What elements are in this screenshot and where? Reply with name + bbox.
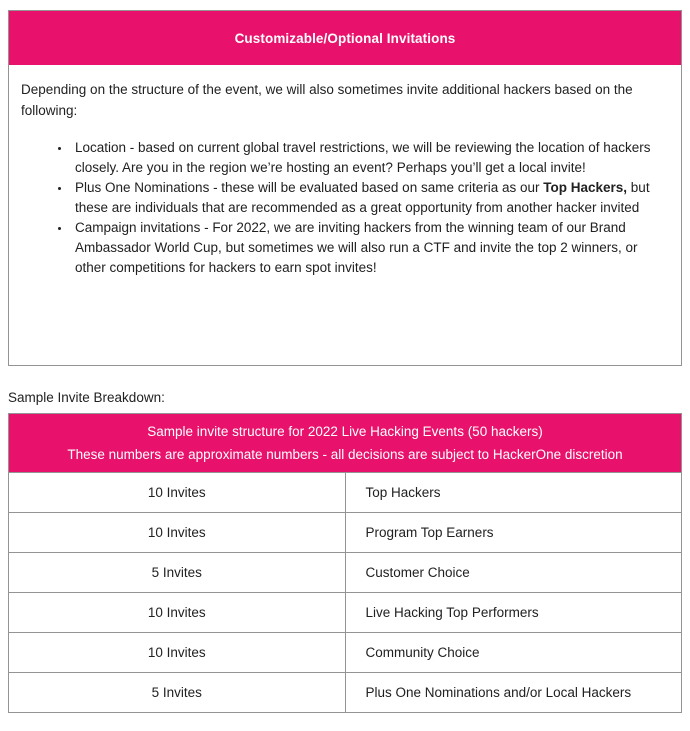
invite-count-cell: 10 Invites bbox=[9, 513, 346, 553]
bullet-text: Location - based on current global travel restrictions, we will be reviewing the location of hackers closely. Are you in the region we’re hosting an event? Perhaps you’ll get a local invite! bbox=[75, 140, 651, 175]
table-header-row bbox=[9, 414, 682, 473]
invite-category-cell: Community Choice bbox=[345, 633, 682, 673]
table-row bbox=[9, 633, 682, 673]
invite-count-cell: 5 Invites bbox=[9, 553, 346, 593]
bullet-text: Plus One Nominations - these will be evaluated based on same criteria as our bbox=[75, 180, 544, 195]
table-header-line-1: Sample invite structure for 2022 Live Hacking Events (50 hackers) bbox=[147, 424, 543, 439]
section-body bbox=[9, 65, 681, 278]
list-item-campaign-invitations bbox=[71, 218, 665, 278]
invite-count-cell: 5 Invites bbox=[9, 673, 346, 713]
invite-category-cell: Program Top Earners bbox=[345, 513, 682, 553]
bullet-text: but these are individuals that are recommended as a great opportunity from another hacker invited bbox=[75, 180, 650, 215]
bullet-text: Campaign invitations - For 2022, we are inviting hackers from the winning team of our Brand Ambassador World Cup, but sometimes we will also run a CTF and invite the top 2 winners, or other competitions for hackers to earn spot invites! bbox=[75, 220, 638, 275]
table-row bbox=[9, 553, 682, 593]
sample-invite-breakdown-label: Sample Invite Breakdown: bbox=[8, 390, 165, 405]
list-item-plus-one-nominations bbox=[71, 178, 665, 218]
table-row bbox=[9, 593, 682, 633]
invite-category-cell: Plus One Nominations and/or Local Hackers bbox=[345, 673, 682, 713]
invite-category-cell: Top Hackers bbox=[345, 473, 682, 513]
section-header bbox=[9, 11, 681, 65]
invite-breakdown-table bbox=[8, 413, 682, 713]
invite-category-cell: Customer Choice bbox=[345, 553, 682, 593]
bullet-bold-text: Top Hackers, bbox=[543, 180, 628, 195]
invite-count-cell: 10 Invites bbox=[9, 633, 346, 673]
invite-count-cell: 10 Invites bbox=[9, 593, 346, 633]
list-item-location bbox=[71, 138, 665, 178]
table-row bbox=[9, 513, 682, 553]
section-title: Customizable/Optional Invitations bbox=[234, 30, 456, 46]
invite-count-cell: 10 Invites bbox=[9, 473, 346, 513]
invitation-criteria-list bbox=[21, 138, 665, 278]
table-header-line-2: These numbers are approximate numbers - all decisions are subject to HackerOne discretion bbox=[67, 447, 623, 462]
table-header-cell bbox=[9, 414, 682, 473]
optional-invitations-section bbox=[8, 10, 682, 366]
intro-paragraph: Depending on the structure of the event, we will also sometimes invite additional hackers based on the following: bbox=[21, 82, 633, 118]
invite-category-cell: Live Hacking Top Performers bbox=[345, 593, 682, 633]
table-row bbox=[9, 473, 682, 513]
table-row bbox=[9, 673, 682, 713]
